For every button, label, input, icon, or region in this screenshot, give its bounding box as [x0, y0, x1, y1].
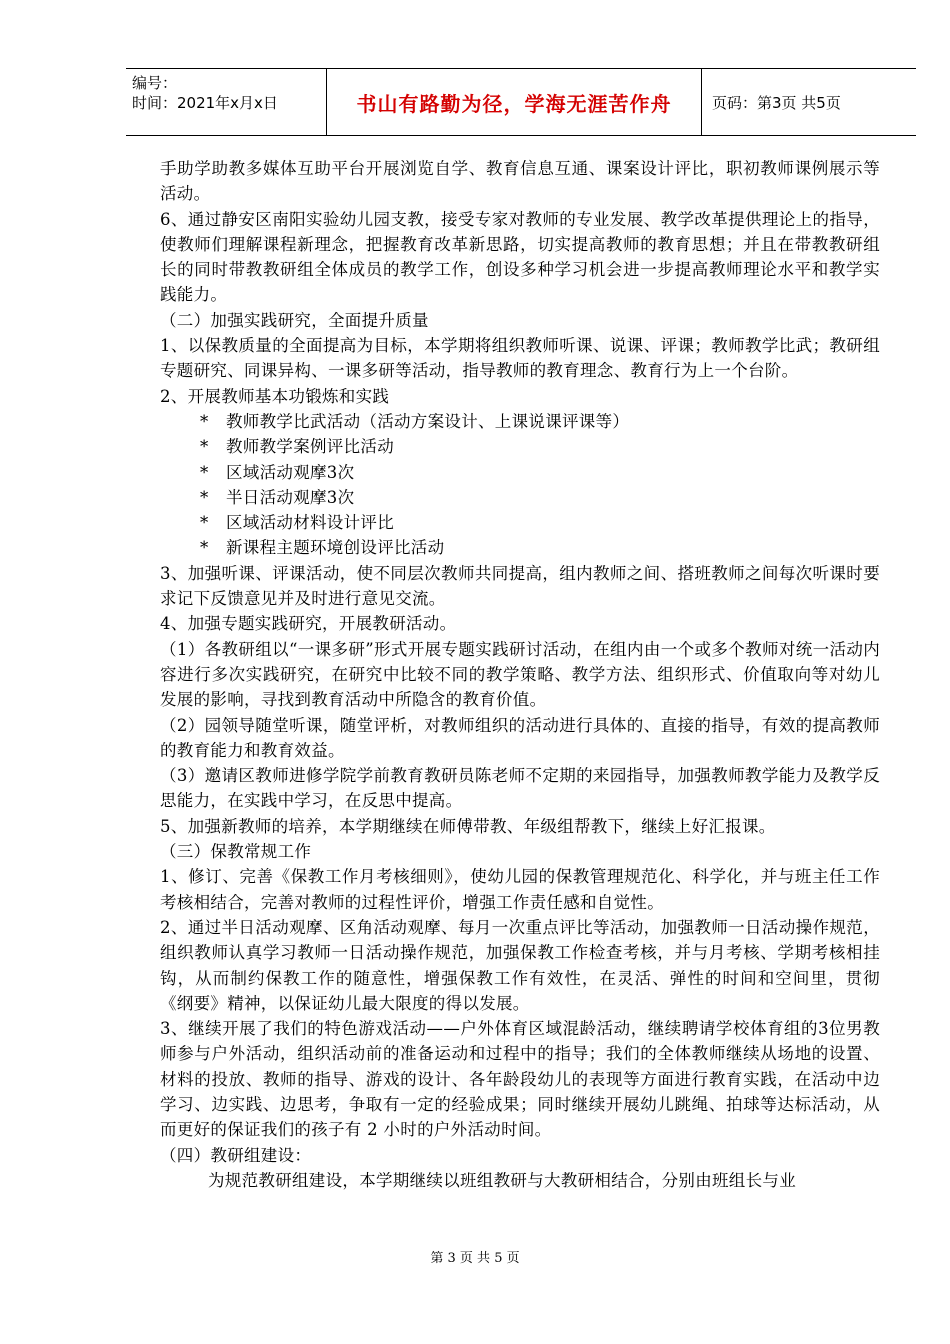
- paragraph: 2、通过半日活动观摩、区角活动观摩、每月一次重点评比等活动，加强教师一日活动操作规范，组织教师认真学习教师一日活动操作规范，加强保教工作检查考核，并与月考核、学期考核相挂钩，从而制约保教工作的随意性，增强保教工作有效性，在灵活、弹性的时间和空间里，贯彻《纲要》精神，以保证幼儿最大限度的得以发展。: [160, 917, 880, 1013]
- header-motto: 书山有路勤为径，学海无涯苦作舟: [326, 69, 702, 135]
- paragraph: 3、加强听课、评课活动，使不同层次教师共同提高，组内教师之间、搭班教师之间每次听课时要求记下反馈意见并及时进行意见交流。: [160, 563, 880, 609]
- paragraph: 1、修订、完善《保教工作月考核细则》，使幼儿园的保教管理规范化、科学化，并与班主任工作考核相结合，完善对教师的过程性评价，增强工作责任感和自觉性。: [160, 867, 880, 912]
- number-label: 编号：: [132, 74, 178, 92]
- paragraph: （1）各教研组以“一课多研”形式开展专题实践研讨活动，在组内由一个或多个教师对统一活动内容进行多次实践研究，在研究中比较不同的教学策略、教学方法、组织形式、价值取向等对幼儿发展的影响，寻找到教育活动中所隐含的教育价值。: [160, 639, 880, 710]
- bullet-star: *: [200, 487, 209, 507]
- paragraph: （3）邀请区教师进修学院学前教育教研员陈老师不定期的来园指导，加强教师教学能力及教学反思能力，在实践中学习，在反思中提高。: [160, 766, 880, 811]
- paragraph: 3、继续开展了我们的特色游戏活动——户外体育区域混龄活动，继续聘请学校体育组的3位男教师参与户外活动，组织活动前的准备运动和过程中的指导；我们的全体教师继续从场地的设置、材料的投放、教师的指导、游戏的设计、各年龄段幼儿的表现等方面进行教育实践，在活动中边学习、边实践、边思考，争取有一定的经验成果；同时继续开展幼儿跳绳、拍球等达标活动，从而更好的保证我们的孩子有 2 小时的户外活动时间。: [160, 1019, 880, 1140]
- bullet-star: *: [200, 538, 209, 558]
- time-label: 时间：2021年x月x日: [132, 94, 278, 112]
- paragraph: （2）园领导随堂听课，随堂评析，对教师组织的活动进行具体的、直接的指导，有效的提高教师的教育能力和教育效益。: [160, 715, 880, 760]
- section-heading: （三）保教常规工作: [160, 842, 312, 862]
- bullet-item: [160, 535, 880, 560]
- bullet-text: 区域活动观摩3次: [226, 462, 355, 482]
- bullet-item: [160, 510, 880, 535]
- bullet-star: *: [200, 411, 209, 431]
- page-footer: 第 3 页 共 5 页: [430, 1251, 520, 1266]
- paragraph: 6、通过静安区南阳实验幼儿园支教，接受专家对教师的专业发展、教学改革提供理论上的指导，使教师们理解课程新理念，把握教育改革新思路，切实提高教师的教育思想；并且在带教教研组长的同时带教教研组全体成员的教学工作，创设多种学习机会进一步提高教师理论水平和教学实践能力。: [160, 209, 880, 305]
- bullet-item: [160, 485, 880, 510]
- header-page-info: 页码：第3页 共5页: [712, 93, 841, 112]
- bullet-item: [160, 434, 880, 459]
- bullet-text: 教师教学案例评比活动: [226, 437, 394, 457]
- paragraph: 5、加强新教师的培养，本学期继续在师傅带教、年级组帮教下，继续上好汇报课。: [160, 816, 776, 836]
- bullet-text: 区域活动材料设计评比: [226, 513, 394, 533]
- bullet-text: 半日活动观摩3次: [226, 487, 355, 507]
- paragraph: 1、以保教质量的全面提高为目标，本学期将组织教师听课、说课、评课；教师教学比武；教研组专题研究、同课异构、一课多研等活动，指导教师的教育理念、教育行为上一个台阶。: [160, 336, 880, 381]
- section-heading: （二）加强实践研究，全面提升质量: [160, 310, 429, 330]
- paragraph: 为规范教研组建设，本学期继续以班组教研与大教研相结合，分别由班组长与业: [208, 1170, 796, 1190]
- document-body: [160, 156, 880, 1193]
- paragraph: 4、加强专题实践研究，开展教研活动。: [160, 614, 457, 634]
- bullet-star: *: [200, 513, 209, 533]
- bullet-item: [160, 460, 880, 485]
- paragraph: 手助学助教多媒体互助平台开展浏览自学、教育信息互通、课案设计评比，职初教师课例展示等活动。: [160, 159, 880, 204]
- bullet-item: [160, 409, 880, 434]
- bullet-star: *: [200, 437, 209, 457]
- bullet-text: 新课程主题环境创设评比活动: [226, 538, 445, 558]
- header-table: [126, 68, 916, 136]
- paragraph: 2、开展教师基本功锻炼和实践: [160, 386, 390, 406]
- bullet-star: *: [200, 462, 209, 482]
- bullet-text: 教师教学比武活动（活动方案设计、上课说课评课等）: [226, 411, 630, 431]
- header-meta: [126, 69, 326, 135]
- section-heading: （四）教研组建设：: [160, 1145, 312, 1165]
